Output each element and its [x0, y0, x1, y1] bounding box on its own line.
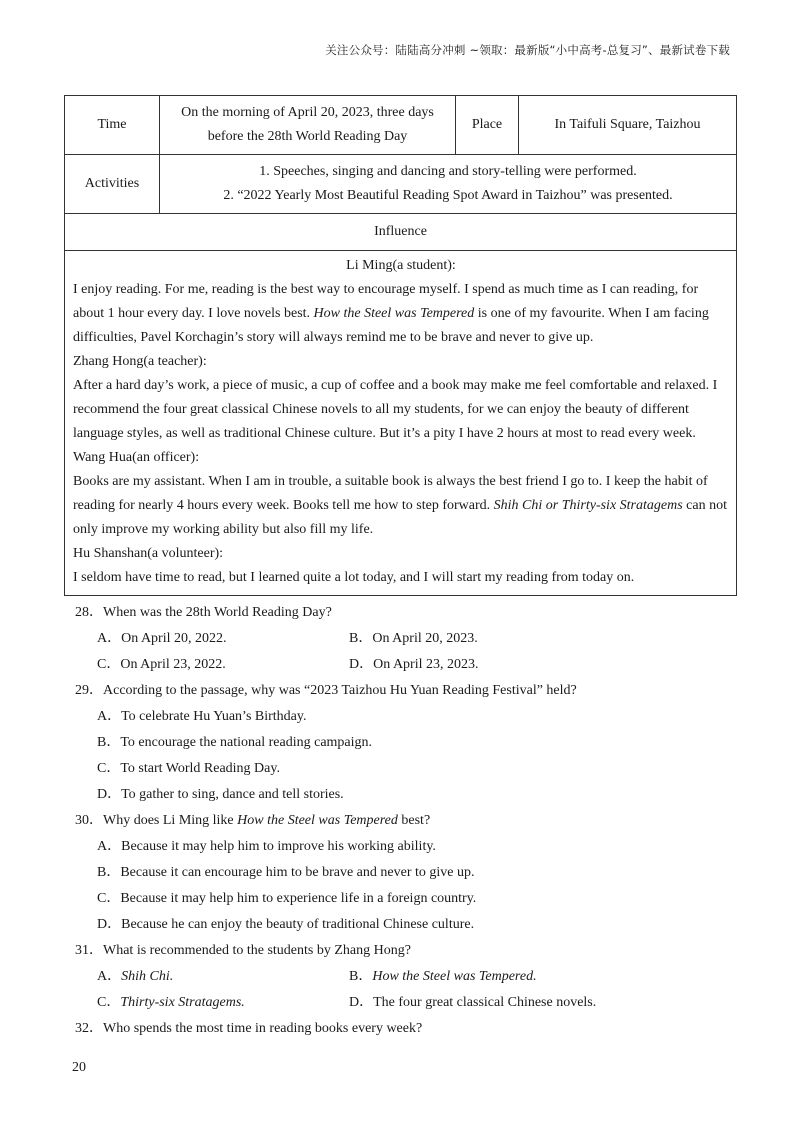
question-32: 32．Who spends the most time in reading books every week? [75, 1021, 423, 1036]
option-29-c: C．To start World Reading Day. [97, 761, 280, 776]
option-29-b: B．To encourage the national reading campaign. [97, 735, 373, 750]
option-31-a-letter: A． [97, 969, 122, 984]
wang-hua-text-part-1: Books are my assistant. When I am in trouble, a suitable book is always the best friend I go to. I keep the habit of reading for nearly 4 hours every week. Books tell me how to step forward. [73, 474, 708, 513]
option-31-d: D．The four great classical Chinese novels. [349, 995, 597, 1010]
option-28-c: C．On April 23, 2022. [97, 657, 226, 672]
hu-shanshan-name: Hu Shanshan(a volunteer): [73, 546, 224, 561]
time-value-line-1: On the morning of April 20, 2023, three days [181, 105, 434, 120]
page-number: 20 [72, 1060, 86, 1075]
option-30-c: C．Because it may help him to experience life in a foreign country. [97, 891, 477, 906]
zhang-hong-name: Zhang Hong(a teacher): [73, 354, 207, 369]
option-31-b-text: How the Steel was Tempered. [372, 969, 537, 984]
place-label: Place [456, 96, 519, 155]
question-30-suffix: best? [397, 813, 431, 828]
time-label: Time [65, 96, 160, 155]
question-28-options-row-1 [75, 626, 755, 652]
li-ming-text [73, 278, 729, 350]
question-31-options-row-2 [75, 990, 755, 1016]
page-header: 关注公众号：陆陆高分冲刺 ~领取：最新版“小中高考-总复习”、最新试卷下载 [325, 43, 730, 57]
question-30-prefix: 30．Why does Li Ming like [75, 813, 238, 828]
time-value-line-2: before the 28th World Reading Day [207, 129, 408, 144]
wang-hua-book-title: Shih Chi or Thirty-six Stratagems [493, 498, 683, 513]
hu-shanshan-text: I seldom have time to read, but I learned quite a lot today, and I will start my reading from today on. [73, 570, 635, 585]
option-28-d: D．On April 23, 2023. [349, 657, 479, 672]
option-31-b-letter: B． [349, 969, 373, 984]
option-29-d: D．To gather to sing, dance and tell stories. [97, 787, 344, 802]
time-value [160, 96, 456, 155]
zhang-hong-text: After a hard day’s work, a piece of music, a cup of coffee and a book may make me feel comfortable and relaxed. I recommend the four great classical Chinese novels to all my students, for we can enjoy the beauty of different language styles, as well as traditional Chinese culture. But it’s a pity I have 2 hours at most to read every week. [73, 378, 718, 441]
wang-hua-text-part-2: can not only improve my working ability but also fill my life. [73, 498, 727, 537]
li-ming-book-title: How the Steel was Tempered [313, 306, 475, 321]
option-31-b [349, 964, 537, 990]
activity-2: 2. “2022 Yearly Most Beautiful Reading Spot Award in Taizhou” was presented. [223, 188, 673, 203]
question-31: 31．What is recommended to the students by Zhang Hong? [75, 943, 411, 958]
option-31-c [97, 990, 349, 1016]
option-31-a-text: Shih Chi. [121, 969, 174, 984]
activities-value [160, 155, 737, 214]
question-30 [75, 808, 755, 834]
option-28-b: B．On April 20, 2023. [349, 631, 478, 646]
option-29-a: A．To celebrate Hu Yuan’s Birthday. [97, 709, 307, 724]
li-ming-name: Li Ming(a student): [346, 258, 456, 273]
option-31-c-text: Thirty-six Stratagems. [120, 995, 245, 1010]
question-28: 28．When was the 28th World Reading Day? [75, 605, 332, 620]
option-30-d: D．Because he can enjoy the beauty of traditional Chinese culture. [97, 917, 475, 932]
influence-body [65, 251, 737, 596]
option-30-b: B．Because it can encourage him to be brave and never to give up. [97, 865, 475, 880]
activity-1: 1. Speeches, singing and dancing and story-telling were performed. [259, 164, 637, 179]
li-ming-text-part-1: I enjoy reading. For me, reading is the best way to encourage myself. I spend as much time as I can reading, for about 1 hour every day. I love novels best. [73, 282, 699, 321]
question-30-book-title: How the Steel was Tempered [237, 813, 398, 828]
option-31-a [97, 964, 349, 990]
question-29: 29．According to the passage, why was “2023 Taizhou Hu Yuan Reading Festival” held? [75, 683, 577, 698]
place-value: In Taifuli Square, Taizhou [519, 96, 737, 155]
wang-hua-text [73, 470, 729, 542]
option-28-a: A．On April 20, 2022. [97, 631, 227, 646]
activities-label: Activities [65, 155, 160, 214]
question-28-options-row-2 [75, 652, 755, 678]
li-ming-text-part-2: is one of my favourite. When I am facing difficulties, Pavel Korchagin’s story will always remind me to be brave and never to give up. [73, 306, 709, 345]
wang-hua-name: Wang Hua(an officer): [73, 450, 200, 465]
questions-section [75, 600, 755, 1042]
question-31-options-row-1 [75, 964, 755, 990]
option-31-c-letter: C． [97, 995, 121, 1010]
option-30-a: A．Because it may help him to improve his working ability. [97, 839, 436, 854]
event-info-table [64, 95, 737, 596]
influence-heading: Influence [65, 214, 737, 251]
